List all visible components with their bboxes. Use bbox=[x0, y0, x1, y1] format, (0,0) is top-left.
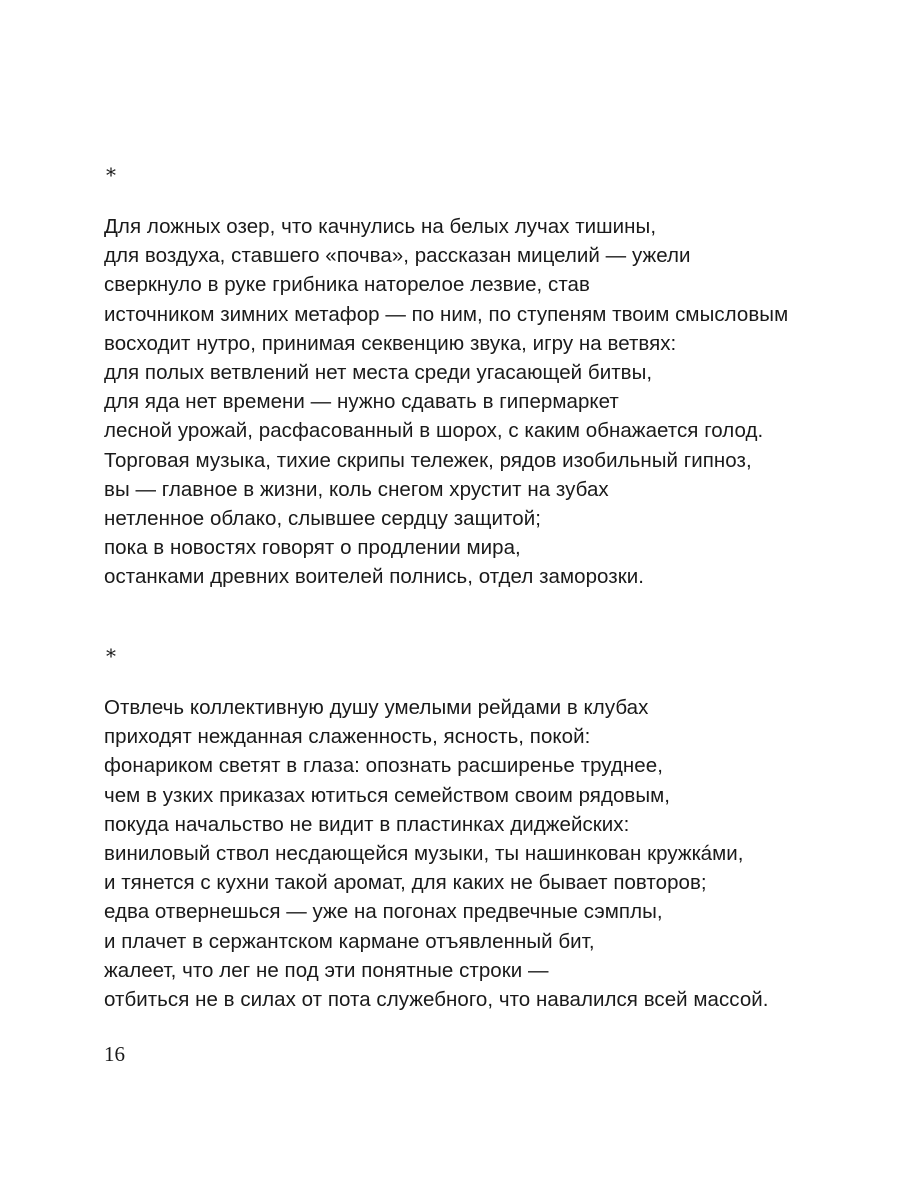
poem-line: пока в новостях говорят о продлении мира, bbox=[104, 536, 521, 560]
poem-line: для полых ветвлений нет места среди угасающей битвы, bbox=[104, 360, 653, 384]
poem-line: вы — главное в жизни, коль снегом хрустит на зубах bbox=[104, 477, 609, 501]
poem-line: фонариком светят в глаза: опознать расширенье труднее, bbox=[104, 754, 663, 778]
poem-line: виниловый ствол несдающейся музыки, ты нашинкован кружкáми, bbox=[104, 841, 744, 865]
poem-separator-asterisk: * bbox=[106, 163, 116, 187]
poem-stanza bbox=[104, 212, 824, 591]
poem-line: покуда начальство не видит в пластинках диджейских: bbox=[104, 812, 630, 836]
poem-line: отбиться не в силах от пота служебного, что навалился всей массой. bbox=[104, 987, 769, 1011]
poem-line: сверкнуло в руке грибника наторелое лезвие, став bbox=[104, 273, 590, 297]
poem-line: Торговая музыка, тихие скрипы тележек, рядов изобильный гипноз, bbox=[104, 448, 752, 472]
poem-line: для яда нет времени — нужно сдавать в гипермаркет bbox=[104, 390, 619, 414]
poem-line: Отвлечь коллективную душу умелыми рейдами в клубах bbox=[104, 696, 649, 719]
poem-line: едва отвернешься — уже на погонах предвечные сэмплы, bbox=[104, 900, 663, 924]
page-number: 16 bbox=[104, 1042, 125, 1066]
poem-line: останками древних воителей полнись, отдел заморозки. bbox=[104, 565, 644, 589]
poem-line: Для ложных озер, что качнулись на белых лучах тишины, bbox=[104, 215, 657, 238]
poem-line: восходит нутро, принимая секвенцию звука, игру на ветвях: bbox=[104, 331, 677, 355]
poem-line: и плачет в сержантском кармане отъявленный бит, bbox=[104, 929, 595, 953]
poem-2 bbox=[104, 641, 824, 1014]
poem-1 bbox=[104, 160, 824, 591]
poem-separator-asterisk: * bbox=[106, 644, 116, 668]
poem-line: нетленное облако, слывшее сердцу защитой; bbox=[104, 506, 541, 530]
poem-line: и тянется с кухни такой аромат, для каких не бывает повторов; bbox=[104, 871, 707, 895]
poem-line: лесной урожай, расфасованный в шорох, с каким обнажается голод. bbox=[104, 419, 764, 443]
poem-line: приходят нежданная слаженность, ясность, покой: bbox=[104, 725, 591, 749]
poem-stanza bbox=[104, 693, 824, 1014]
poem-line: источником зимних метафор — по ним, по ступеням твоим смысловым bbox=[104, 302, 789, 326]
poem-line: жалеет, что лег не под эти понятные строки — bbox=[104, 958, 549, 982]
poem-line: для воздуха, ставшего «почва», рассказан мицелий — ужели bbox=[104, 244, 691, 268]
poem-line: чем в узких приказах ютиться семейством своим рядовым, bbox=[104, 783, 671, 807]
